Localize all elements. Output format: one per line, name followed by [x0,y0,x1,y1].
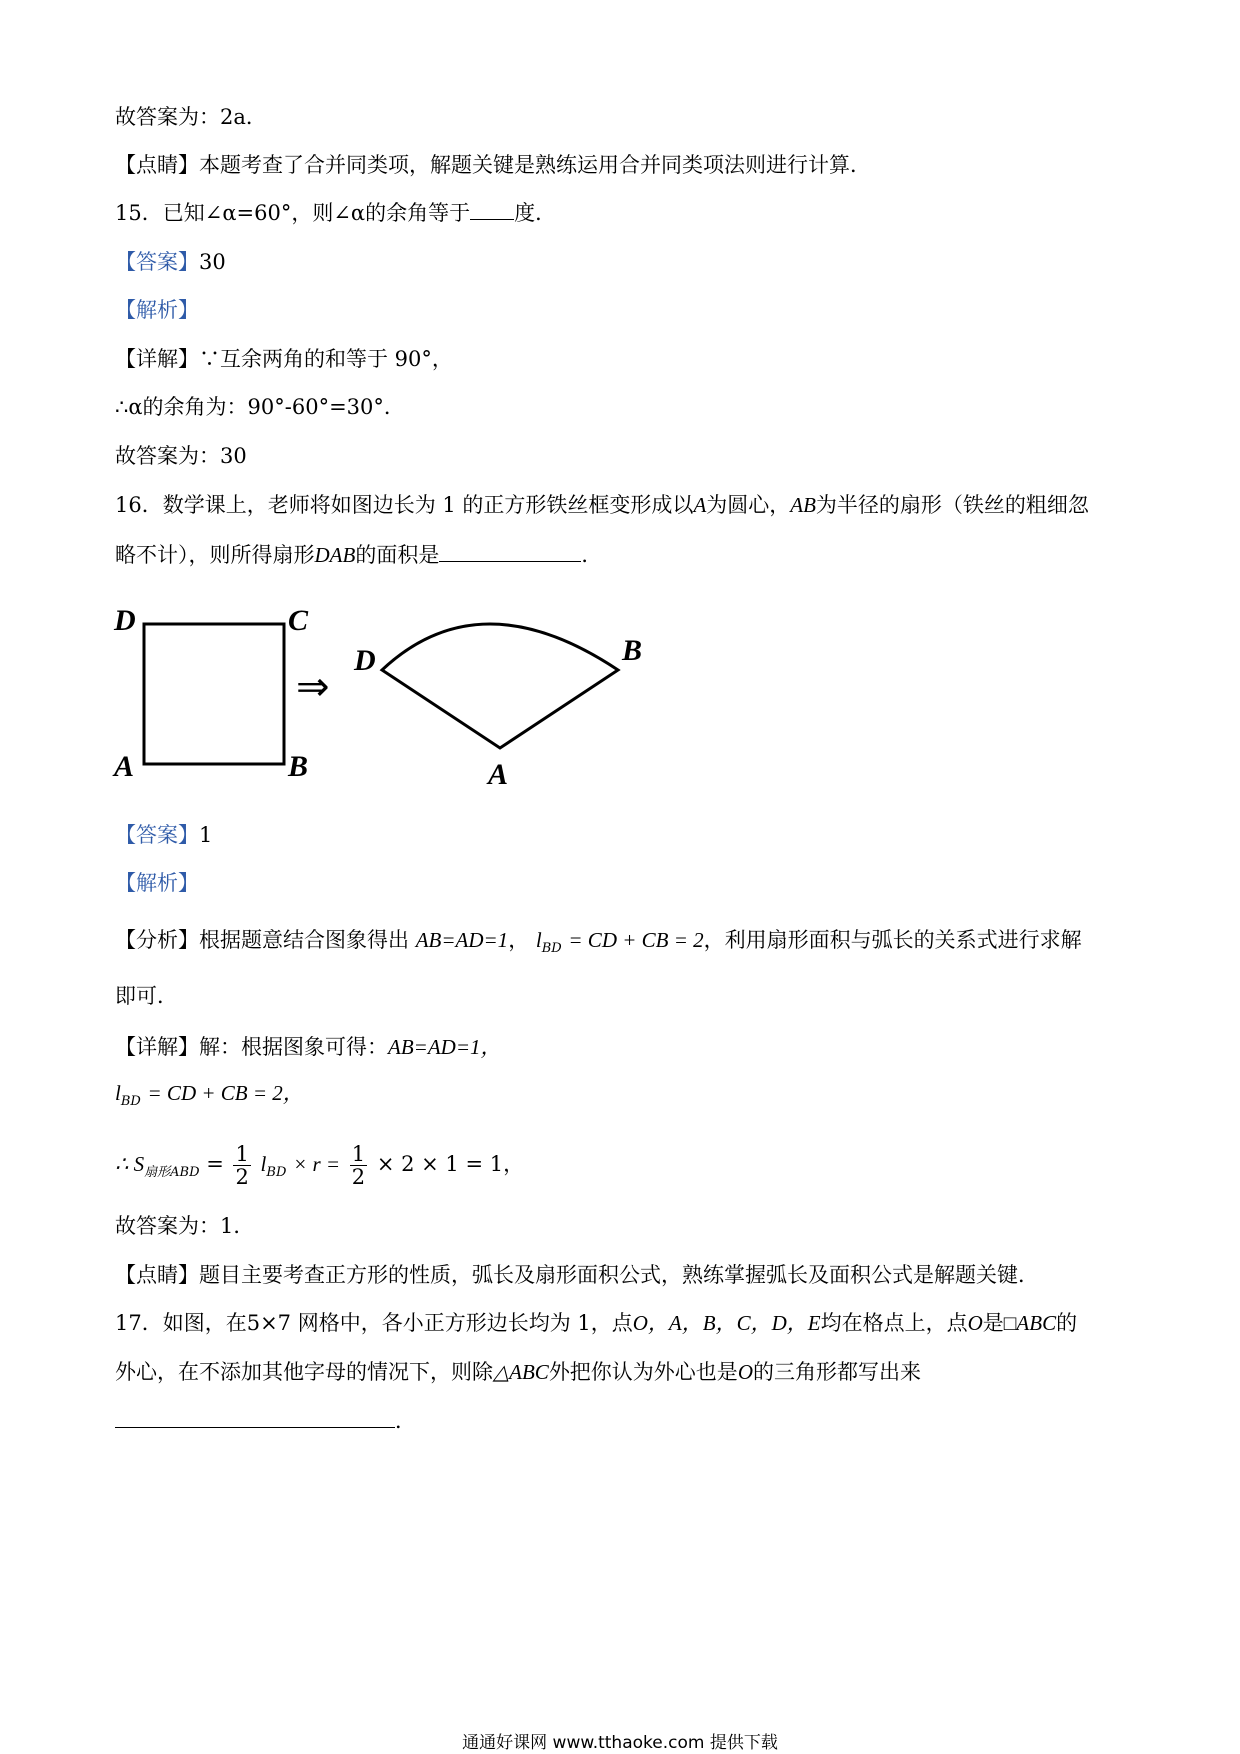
question-16-line2: 略不计），则所得扇形DAB的面积是 ． [115,543,603,567]
question-17-line3: ． [115,1406,416,1436]
answer-blank [115,1407,395,1428]
sector-label-b: B [622,634,643,667]
detail-15-step: ∴α的余角为：90°-60°=30°． [115,395,405,419]
answer-15: 【答案】30 [115,250,226,274]
transform-arrow: ⇒ [296,664,330,710]
analysis-heading-16: 【解析】 [115,871,199,895]
answer-line-q14: 故答案为：2a． [115,105,267,129]
analysis-16-line2: 即可． [115,984,178,1008]
square-label-a: A [114,750,135,783]
analysis-16-line1: 【分析】根据题意结合图象得出 AB=AD=1， $l_{BD}$ = CD + CB = 2，利用扇形面积与弧长的关系式进行求解 [115,928,1082,957]
question-15: 15．已知∠α=60°，则∠α的余角等于 度． [115,201,557,225]
square-to-sector-figure [110,598,650,802]
detail-16: 【详解】解：根据图象可得：AB=AD=1， [115,1035,502,1059]
arc-length-equation: $l_{BD}$ = CD + CB = 2， [115,1081,304,1110]
answer-16: 【答案】1 [115,823,213,847]
question-17-line2: 外心，在不添加其他字母的情况下，则除△ABC外把你认为外心也是O的三角形都写出来 [115,1360,921,1384]
comment-16: 【点睛】题目主要考查正方形的性质，弧长及扇形面积公式，熟练掌握弧长及面积公式是解题关键． [115,1263,1039,1287]
question-16-line1: 16．数学课上，老师将如图边长为 1 的正方形铁丝框变形成以A为圆心，AB为半径的扇形（铁丝的粗细忽 [115,493,1089,517]
analysis-heading-15: 【解析】 [115,298,199,322]
square-shape [144,624,284,764]
final-answer-15: 故答案为：30 [115,444,247,468]
page-footer: 通通好课网 www.tthaoke.com 提供下载 [462,1733,778,1753]
square-label-d: D [114,604,136,637]
sector-area-equation: ∴ $S_{扇形ABD}$ = $\frac{1}{2}$ $l_{BD} \times r$ = $\frac{1}{2}$ × 2 × 1 = 1， [115,1142,525,1189]
final-answer-16: 故答案为：1． [115,1214,255,1238]
detail-15: 【详解】∵互余两角的和等于 90°， [115,347,453,371]
answer-blank [439,541,581,562]
answer-blank [470,199,514,220]
sector-label-a: A [488,758,509,791]
sector-shape [382,624,618,748]
square-label-c: C [288,604,309,637]
square-label-b: B [288,750,309,783]
comment-q14: 【点睛】本题考查了合并同类项，解题关键是熟练运用合并同类项法则进行计算． [115,153,871,177]
sector-label-d: D [354,644,376,677]
fraction-half: $\frac{1}{2}$ [235,1142,249,1189]
fraction-half-2: $\frac{1}{2}$ [351,1142,366,1189]
question-17-line1: 17．如图，在5×7 网格中，各小正方形边长均为 1，点O，A，B，C，D，E均在格点上，点O是□ABC的 [115,1311,1078,1335]
